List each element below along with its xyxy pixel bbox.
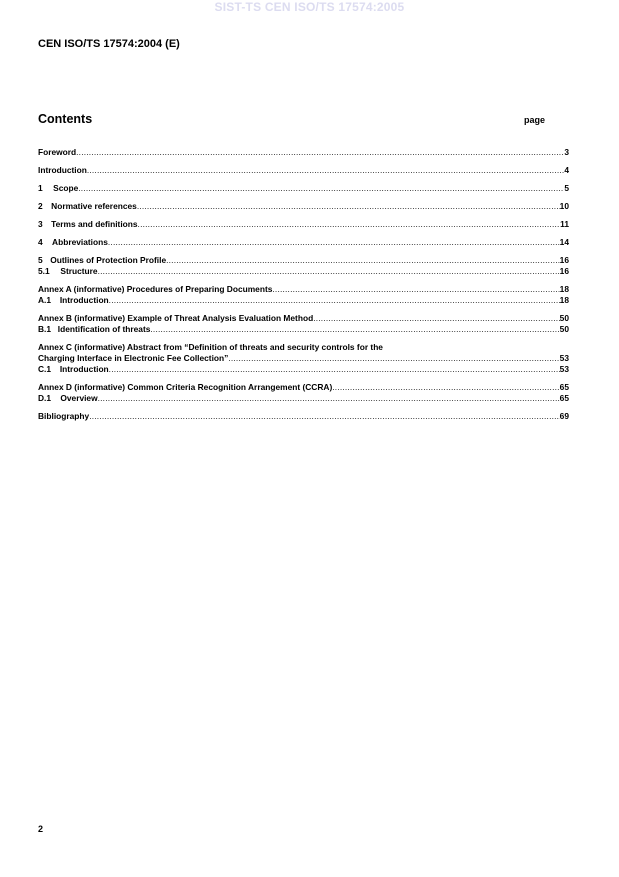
toc-title: Terms and definitions	[51, 219, 138, 229]
toc-page: 65	[559, 393, 569, 403]
toc-page: 3	[564, 147, 569, 157]
toc-entry-b1[interactable]	[38, 324, 569, 335]
toc-entry-annex-b[interactable]	[38, 313, 569, 324]
toc-number: 5	[38, 255, 43, 265]
toc-title: Annex B (informative) Example of Threat Analysis Evaluation Method	[38, 313, 314, 323]
toc-entry-annex-d[interactable]	[38, 382, 569, 393]
page-number: 2	[38, 824, 44, 834]
toc-page: 65	[559, 382, 569, 392]
toc-entry-scope[interactable]	[38, 183, 569, 194]
toc-page: 18	[559, 295, 569, 305]
toc-entry-structure[interactable]	[38, 266, 569, 277]
toc-number: D.1	[38, 393, 52, 403]
dot-leader	[109, 364, 560, 375]
toc-title: Normative references	[51, 201, 137, 211]
toc-number: B.1	[38, 324, 52, 334]
toc-entry-a1[interactable]	[38, 295, 569, 306]
toc-title: Scope	[53, 183, 79, 193]
toc-entry-d1[interactable]	[38, 393, 569, 404]
dot-leader	[98, 266, 560, 277]
toc-page: 16	[559, 255, 569, 265]
dot-leader	[166, 255, 560, 266]
table-of-contents	[38, 147, 569, 422]
toc-number: A.1	[38, 295, 52, 305]
toc-entry-annex-c[interactable]	[38, 353, 569, 364]
toc-number: 2	[38, 201, 43, 211]
toc-title: Foreword	[38, 147, 77, 157]
toc-entry-c1[interactable]	[38, 364, 569, 375]
dot-leader	[137, 201, 560, 212]
toc-title: Introduction	[38, 165, 87, 175]
toc-page: 11	[560, 219, 569, 229]
dot-leader	[138, 219, 561, 230]
dot-leader	[150, 324, 559, 335]
toc-page: 69	[559, 411, 569, 421]
toc-number: 4	[38, 237, 43, 247]
toc-page: 53	[559, 353, 569, 363]
toc-title: Annex A (informative) Procedures of Preparing Documents	[38, 284, 273, 294]
toc-title: Structure	[60, 266, 98, 276]
toc-entry-terms[interactable]	[38, 219, 569, 230]
toc-title: Charging Interface in Electronic Fee Collection”	[38, 353, 229, 363]
toc-number: 5.1	[38, 266, 50, 276]
watermark: SIST-TS CEN ISO/TS 17574:2005	[214, 0, 405, 14]
dot-leader	[108, 237, 560, 248]
toc-title: Introduction	[59, 295, 109, 305]
toc-page: 50	[559, 313, 569, 323]
toc-title: Overview	[60, 393, 98, 403]
contents-heading: Contents	[38, 112, 93, 126]
dot-leader	[313, 313, 559, 324]
toc-entry-normative-references[interactable]	[38, 201, 569, 212]
toc-title: Annex D (informative) Common Criteria Recognition Arrangement (CCRA)	[38, 382, 333, 392]
dot-leader	[98, 393, 560, 404]
toc-entry-introduction[interactable]	[38, 165, 569, 176]
dot-leader	[109, 295, 560, 306]
toc-entry-outlines[interactable]	[38, 255, 569, 266]
toc-page: 5	[564, 183, 569, 193]
toc-page: 53	[559, 364, 569, 374]
toc-number: 3	[38, 219, 43, 229]
toc-entry-annex-a[interactable]	[38, 284, 569, 295]
toc-number: 1	[38, 183, 43, 193]
toc-title: Outlines of Protection Profile	[50, 255, 167, 265]
toc-page: 18	[559, 284, 569, 294]
toc-page: 4	[564, 165, 569, 175]
toc-page: 10	[559, 201, 569, 211]
page-column-label: page	[524, 115, 546, 125]
document-identifier: CEN ISO/TS 17574:2004 (E)	[38, 38, 180, 50]
toc-entry-foreword[interactable]	[38, 147, 569, 158]
toc-title: Identification of threats	[57, 324, 151, 334]
toc-entry-bibliography[interactable]	[38, 411, 569, 422]
dot-leader	[272, 284, 559, 295]
dot-leader	[76, 147, 564, 158]
dot-leader	[228, 353, 559, 364]
dot-leader	[87, 165, 564, 176]
toc-entry-annex-c-line1[interactable]: Annex C (informative) Abstract from “Definition of threats and security controls for the	[38, 342, 383, 352]
dot-leader	[89, 411, 559, 422]
toc-title: Introduction	[59, 364, 109, 374]
toc-title: Bibliography	[38, 411, 90, 421]
dot-leader	[78, 183, 564, 194]
toc-number: C.1	[38, 364, 52, 374]
toc-page: 16	[559, 266, 569, 276]
toc-page: 50	[559, 324, 569, 334]
toc-entry-abbreviations[interactable]	[38, 237, 569, 248]
toc-page: 14	[559, 237, 569, 247]
dot-leader	[332, 382, 559, 393]
toc-title: Abbreviations	[52, 237, 108, 247]
